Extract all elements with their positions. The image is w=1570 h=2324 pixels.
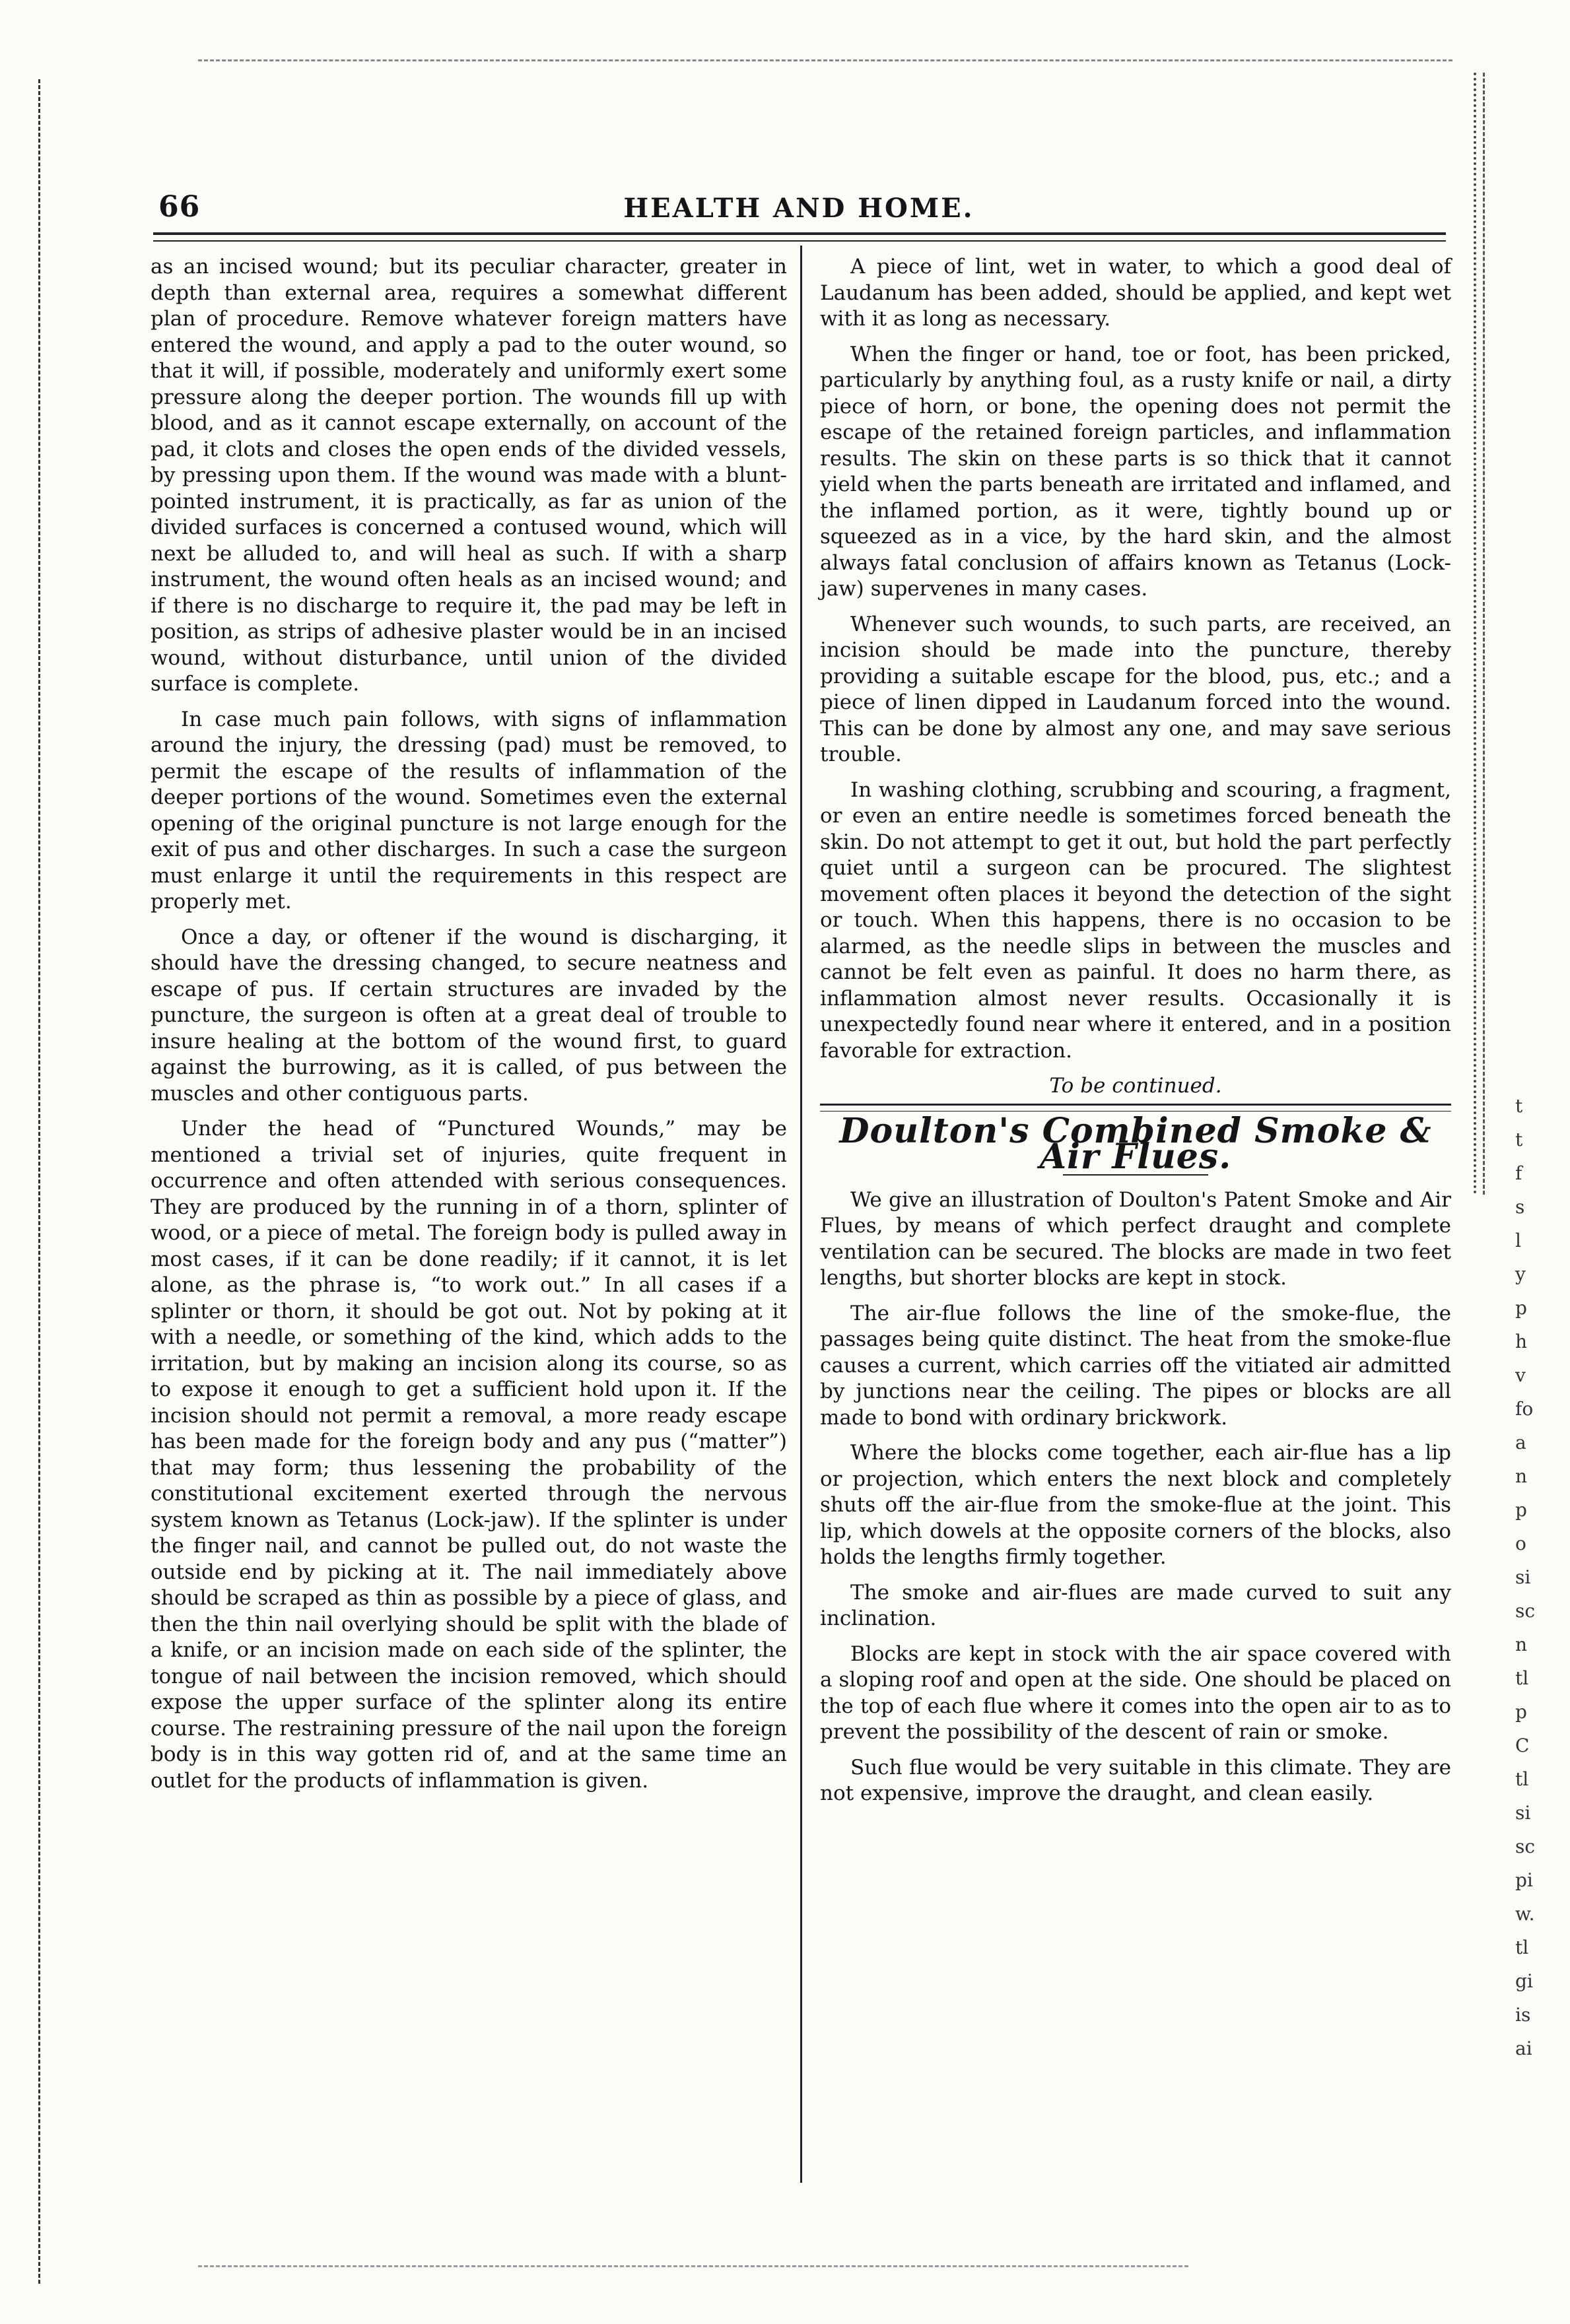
paragraph: When the finger or hand, toe or foot, has been pricked, particularly by anything foul, as a rusty knife or nail, a dirty piece of horn, or bone, the opening does not permit the escape of the retained foreign particles, and inflammation results. The skin on these parts is so thick that it cannot yield when the parts beneath are irritated and inflamed, and the inflamed portion, as it were, tightly bound up or squeezed as in a vice, by the hard skin, and the almost always fatal conclusion of affairs known as Tetanus (Lock-jaw) supervenes in many cases. xyxy=(820,342,1451,601)
margin-fragment: p xyxy=(1515,1297,1527,1319)
margin-fragment: tl xyxy=(1515,1937,1529,1958)
margin-fragment: l xyxy=(1515,1230,1521,1251)
adjacent-page-fragments xyxy=(1515,1089,1555,2065)
margin-fragment: ai xyxy=(1515,2038,1532,2059)
margin-fragment: n xyxy=(1515,1465,1528,1487)
paragraph: as an incised wound; but its peculiar character, greater in depth than external area, requires a somewhat different plan of procedure. Remove whatever foreign matters have entered the wound, and apply a pad to the outer wound, so that it will, if possible, moderately and uniformly exert some pressure along the deeper portion. The wounds fill up with blood, and as it cannot escape externally, on account of the pad, it clots and closes the open ends of the divided vessels, by pressing upon them. If the wound was made with a blunt-pointed instrument, it is practically, as far as union of the divided surfaces is concerned a contused wound, which will next be alluded to, and will heal as such. If with a sharp instrument, the wound often heals as an incised wound; and if there is no discharge to require it, the pad may be left in position, as strips of adhesive plaster would be in an incised wound, without disturbance, until union of the divided surface is complete. xyxy=(151,255,787,696)
top-scan-edge xyxy=(198,59,1452,63)
bottom-scan-edge xyxy=(198,2265,1188,2269)
paragraph: Such flue would be very suitable in this climate. They are not expensive, improve the draught, and clean easily. xyxy=(820,1755,1451,1805)
margin-fragment: pi xyxy=(1515,1869,1533,1891)
header-rule xyxy=(153,232,1446,242)
margin-fragment: w. xyxy=(1515,1903,1535,1925)
margin-fragment: fo xyxy=(1515,1398,1534,1420)
column-divider xyxy=(800,246,802,2183)
margin-fragment: t xyxy=(1515,1095,1523,1117)
margin-fragment: tl xyxy=(1515,1667,1529,1689)
margin-fragment: gi xyxy=(1515,1970,1533,1992)
margin-fragment: si xyxy=(1515,1802,1531,1824)
left-column xyxy=(151,254,787,1803)
paragraph: In case much pain follows, with signs of inflammation around the injury, the dressing (pad) must be removed, to permit the escape of the results of inflammation of the deeper portions of the wound. Sometimes even the external opening of the original puncture is not large enough for the exit of pus and other discharges. In such a case the surgeon must enlarge it until the requirements in this respect are properly met. xyxy=(151,707,787,913)
margin-fragment: t xyxy=(1515,1129,1523,1150)
right-column xyxy=(820,254,1451,1816)
paragraph: Blocks are kept in stock with the air space covered with a sloping roof and open at the side. One should be placed on the top of each flue where it comes into the open air to as to prevent the possibility of the descent of rain or smoke. xyxy=(820,1642,1451,1744)
left-scan-edge xyxy=(38,79,42,2284)
continued-note: To be continued. xyxy=(1049,1074,1222,1098)
margin-fragment: s xyxy=(1515,1196,1525,1218)
margin-fragment: h xyxy=(1515,1331,1528,1352)
margin-fragment: sc xyxy=(1515,1600,1536,1622)
paragraph: A piece of lint, wet in water, to which a good deal of Laudanum has been added, should be applied, and kept wet with it as long as necessary. xyxy=(820,255,1451,331)
paragraph: Under the head of “Punctured Wounds,” may be mentioned a trivial set of injuries, quite frequent in occurrence and often attended with serious consequences. They are produced by the running in of a thorn, splinter of wood, or a piece of metal. The foreign body is pulled away in most cases, if it can be done readily; if it cannot, it is let alone, as the phrase is, “to work out.” In all cases if a splinter or thorn, it should be got out. Not by poking at it with a needle, or something of the kind, which adds to the irritation, but by making an incision along its course, so as to expose it enough to get a sufficient hold upon it. If the incision should not permit a removal, a more ready escape has been made for the foreign body and any pus (“matter”) that may form; thus lessening the probability of the constitutional excitement exerted through the nervous system known as Tetanus (Lock-jaw). If the splinter is under the finger nail, and cannot be pulled out, do not waste the outside end by picking at it. The nail immediately above should be scraped as thin as possible by a piece of glass, and then the thin nail overlying should be split with the blade of a knife, or an incision made on each side of the splinter, the tongue of nail between the incision removed, which should expose the upper surface of the splinter along its entire course. The restraining pressure of the nail upon the foreign body is in this way gotten rid of, and at the same time an outlet for the products of inflammation is given. xyxy=(151,1117,787,1793)
margin-fragment: is xyxy=(1515,2004,1531,2026)
paragraph: The smoke and air-flues are made curved to suit any inclination. xyxy=(820,1580,1451,1630)
paragraph: We give an illustration of Doulton's Patent Smoke and Air Flues, by means of which perfect draught and complete ventilation can be secured. The blocks are made in two feet lengths, but shorter blocks are kept in stock. xyxy=(820,1187,1451,1290)
paragraph: Whenever such wounds, to such parts, are received, an incision should be made into the puncture, thereby providing a suitable escape for the blood, pus, etc.; and a piece of linen dipped in Laudanum forced into the wound. This can be done by almost any one, and may save serious trouble. xyxy=(820,612,1451,766)
margin-fragment: p xyxy=(1515,1701,1527,1723)
margin-fragment: tl xyxy=(1515,1768,1529,1790)
paragraph: In washing clothing, scrubbing and scouring, a fragment, or even an entire needle is sometimes forced beneath the skin. Do not attempt to get it out, but hold the part perfectly quiet until a surgeon can be procured. The slightest movement often places it beyond the detection of the sight or touch. When this happens, there is no occasion to be alarmed, as the needle slips in between the muscles and cannot be felt even as painful. It does no harm there, as inflammation almost never results. Occasionally it is unexpectedly found near where it entered, and in a position favorable for extraction. xyxy=(820,778,1451,1063)
margin-fragment: a xyxy=(1515,1432,1526,1453)
paragraph: Where the blocks come together, each air-flue has a lip or projection, which enters the next block and completely shuts off the air-flue from the smoke-flue at the joint. This lip, which dowels at the opposite corners of the blocks, also holds the lengths firmly together. xyxy=(820,1441,1451,1569)
page-number: 66 xyxy=(158,190,201,224)
paragraph: Once a day, or oftener if the wound is discharging, it should have the dressing changed, to secure neatness and escape of pus. If certain structures are invaded by the puncture, the surgeon is often at a great deal of trouble to insure healing at the bottom of the wound first, to guard against the burrowing, as it is called, of pus between the muscles and other contiguous parts. xyxy=(151,925,787,1106)
margin-fragment: C xyxy=(1515,1735,1530,1756)
section-rule xyxy=(820,1104,1451,1112)
right-scan-edge xyxy=(1474,73,1485,1195)
paragraph: The air-flue follows the line of the smoke-flue, the passages being quite distinct. The heat from the smoke-flue causes a current, which carries off the vitiated air admitted by junctions near the ceiling. The pipes or blocks are all made to bond with ordinary brickwork. xyxy=(820,1301,1451,1430)
margin-fragment: f xyxy=(1515,1162,1522,1184)
margin-fragment: si xyxy=(1515,1566,1531,1588)
margin-fragment: v xyxy=(1515,1364,1526,1386)
margin-fragment: o xyxy=(1515,1533,1526,1554)
running-head: HEALTH AND HOME. xyxy=(623,193,974,224)
margin-fragment: y xyxy=(1515,1263,1526,1285)
margin-fragment: n xyxy=(1515,1634,1528,1655)
section-title: Doulton's Combined Smoke & Air Flues. xyxy=(839,1110,1432,1177)
margin-fragment: p xyxy=(1515,1499,1527,1521)
margin-fragment: sc xyxy=(1515,1836,1536,1857)
